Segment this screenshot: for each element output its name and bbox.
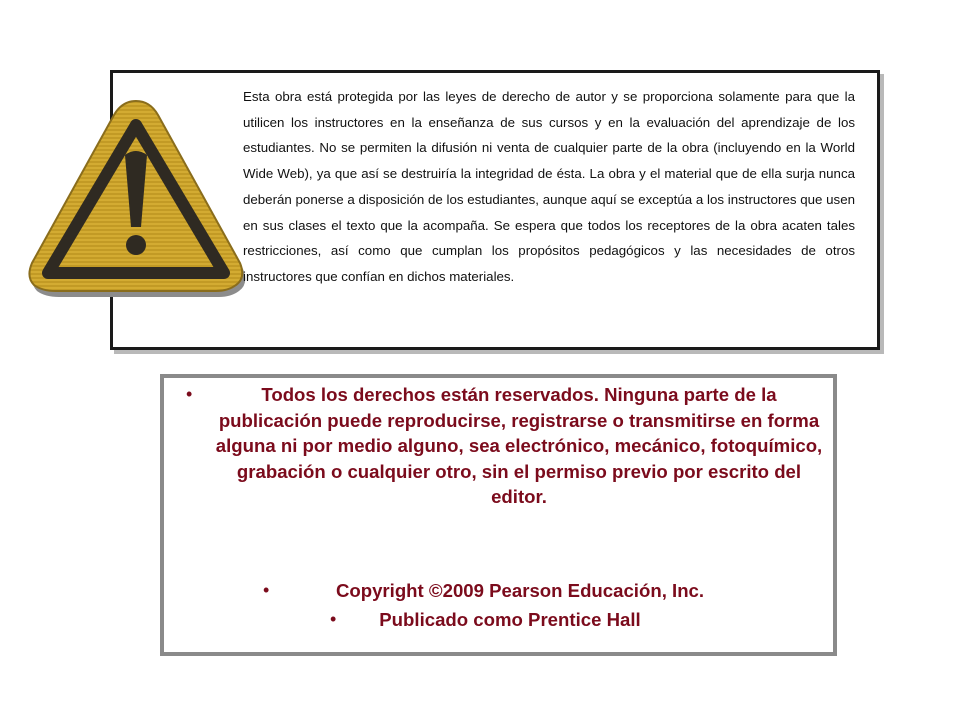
bullet-icon: •	[263, 580, 270, 600]
copyright-notice-text: Esta obra está protegida por las leyes de derecho de autor y se proporciona solamente para que la utilicen los instructores en la enseñanza de sus cursos y en la evaluación del aprendizaje de los estudiantes. No se permiten la difusión ni venta de cualquier parte de la obra (incluyendo en la World Wide Web), ya que así se destruiría la integridad de ésta. La obra y el material que de ella surja nunca deberán ponerse a disposición de los estudiantes, aunque aquí se exceptúa a los instructores que usen en sus clases el texto que la acompaña. Se espera que todos los receptores de la obra acaten tales restricciones, así como que cumplan los propósitos pedagógicos y las necesidades de otros instructores que confían en dichos materiales.	[243, 89, 855, 284]
copyright-line: Copyright ©2009 Pearson Educación, Inc.	[335, 580, 705, 601]
bullet-icon: •	[186, 384, 193, 404]
rights-reserved-text: Todos los derechos están reservados. Ninguna parte de la publicación puede reproducirse, registrarse o transmitirse en forma alguna ni por medio alguno, sea electrónico, mecánico, fotoquímico, grabación o cualquier otro, sin el permiso previo por escrito del editor.	[215, 384, 823, 507]
bullet-icon: •	[330, 609, 337, 629]
warning-icon	[22, 95, 250, 300]
publisher-line: Publicado como Prentice Hall	[379, 609, 641, 630]
